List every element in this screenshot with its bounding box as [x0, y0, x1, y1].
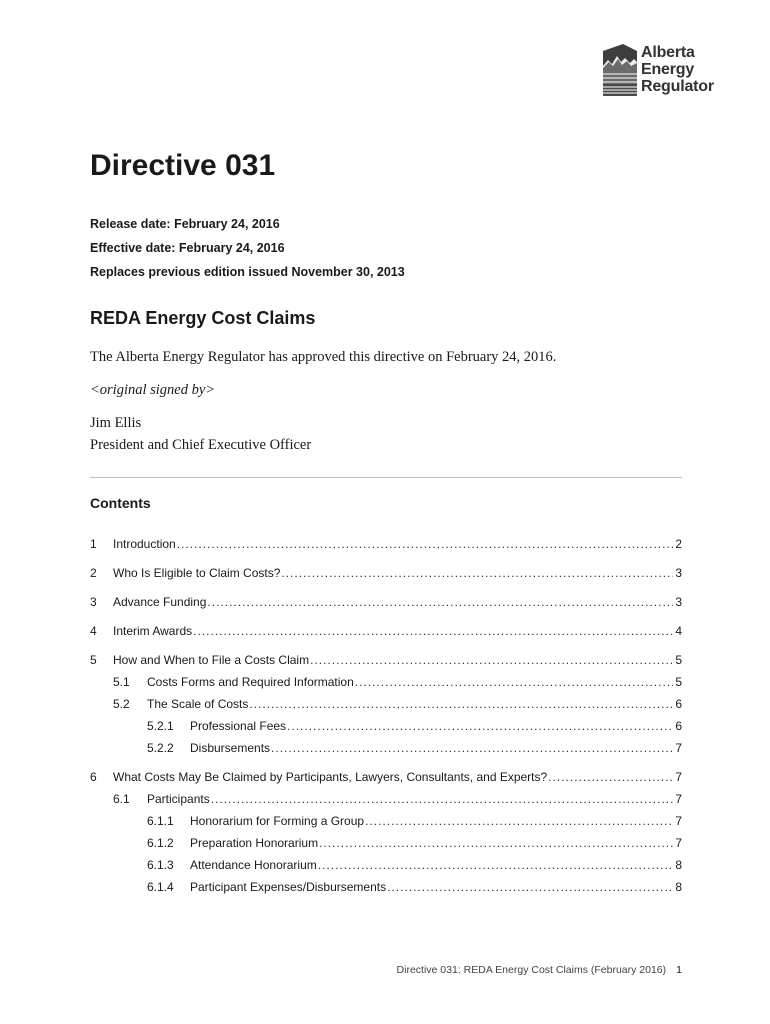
effective-date: Effective date: February 24, 2016: [90, 241, 285, 255]
toc-entry[interactable]: [147, 857, 682, 873]
logo-line-energy: Energy: [641, 61, 695, 78]
toc-label: Introduction: [113, 537, 176, 551]
toc-leader: [271, 740, 673, 756]
toc-number: 2: [90, 566, 97, 580]
toc-page: 7: [675, 792, 682, 806]
aer-mountain-logo-icon: [603, 44, 637, 100]
toc-page: 6: [675, 697, 682, 711]
toc-label: Professional Fees: [190, 719, 287, 733]
signer-name: Jim Ellis: [90, 415, 142, 431]
toc-entry[interactable]: [90, 652, 682, 668]
toc-label: What Costs May Be Claimed by Participants, Lawyers, Consultants, and Experts?: [113, 770, 548, 784]
toc-leader: [365, 813, 673, 829]
toc-number: 6: [90, 770, 97, 784]
toc-label: Preparation Honorarium: [190, 836, 319, 850]
toc-page: 4: [675, 624, 682, 638]
document-metadata: [90, 216, 405, 288]
toc-leader: [318, 857, 673, 873]
toc-entry[interactable]: [113, 791, 682, 807]
toc-label: Advance Funding: [113, 595, 207, 609]
toc-number: 5.2.2: [147, 741, 174, 755]
toc-page: 5: [675, 675, 682, 689]
logo-line-regulator: Regulator: [641, 78, 714, 95]
toc-leader: [355, 674, 673, 690]
toc-number: 6.1.3: [147, 858, 174, 872]
logo-line-alberta: Alberta: [641, 44, 695, 61]
toc-number: 6.1.1: [147, 814, 174, 828]
toc-leader: [211, 791, 673, 807]
toc-page: 6: [675, 719, 682, 733]
aer-logo: [603, 44, 714, 100]
toc-leader: [319, 835, 673, 851]
page-footer: [396, 964, 682, 976]
document-title: Directive 031: [90, 149, 276, 182]
toc-page: 3: [675, 566, 682, 580]
footer-text: Directive 031: REDA Energy Cost Claims (February 2016): [396, 964, 667, 976]
toc-label: Attendance Honorarium: [190, 858, 317, 872]
toc-label: Interim Awards: [113, 624, 193, 638]
toc-page: 7: [675, 770, 682, 784]
footer-page-number: 1: [676, 964, 682, 976]
toc-number: 3: [90, 595, 97, 609]
toc-page: 3: [675, 595, 682, 609]
toc-number: 5.2: [113, 697, 130, 711]
toc-label: Participants: [147, 792, 210, 806]
toc-entry[interactable]: [113, 696, 682, 712]
toc-page: 7: [675, 741, 682, 755]
replaces-edition: Replaces previous edition issued November 30, 2013: [90, 265, 405, 279]
release-date: Release date: February 24, 2016: [90, 217, 280, 231]
toc-leader: [310, 652, 673, 668]
toc-number: 4: [90, 624, 97, 638]
toc-label: How and When to File a Costs Claim: [113, 653, 310, 667]
toc-entry[interactable]: [147, 835, 682, 851]
toc-entry[interactable]: [90, 594, 682, 610]
toc-label: Costs Forms and Required Information: [147, 675, 354, 689]
toc-leader: [281, 565, 673, 581]
toc-number: 1: [90, 537, 97, 551]
contents-heading: Contents: [90, 495, 151, 511]
toc-label: Participant Expenses/Disbursements: [190, 880, 387, 894]
toc-number: 5: [90, 653, 97, 667]
toc-label: Honorarium for Forming a Group: [190, 814, 365, 828]
toc-number: 5.2.1: [147, 719, 174, 733]
toc-entry[interactable]: [90, 536, 682, 552]
toc-label: Who Is Eligible to Claim Costs?: [113, 566, 281, 580]
toc-number: 6.1.2: [147, 836, 174, 850]
document-subtitle: REDA Energy Cost Claims: [90, 308, 316, 328]
toc-number: 5.1: [113, 675, 130, 689]
toc-leader: [249, 696, 673, 712]
toc-entry[interactable]: [147, 740, 682, 756]
toc-number: 6.1: [113, 792, 130, 806]
toc-page: 7: [675, 836, 682, 850]
toc-entry[interactable]: [147, 718, 682, 734]
toc-leader: [287, 718, 673, 734]
toc-page: 7: [675, 814, 682, 828]
toc-entry[interactable]: [90, 623, 682, 639]
toc-page: 5: [675, 653, 682, 667]
toc-label: The Scale of Costs: [147, 697, 249, 711]
toc-entry[interactable]: [147, 813, 682, 829]
toc-leader: [193, 623, 673, 639]
signer-block: [90, 414, 311, 458]
toc-label: Disbursements: [190, 741, 271, 755]
toc-leader: [207, 594, 673, 610]
toc-leader: [548, 769, 673, 785]
approval-statement: The Alberta Energy Regulator has approved this directive on February 24, 2016.: [90, 349, 557, 365]
toc-page: 8: [675, 880, 682, 894]
toc-leader: [387, 879, 673, 895]
aer-logo-text: [641, 44, 714, 95]
toc-page: 2: [675, 537, 682, 551]
signature-note: <original signed by>: [90, 382, 216, 398]
toc-entry[interactable]: [113, 674, 682, 690]
toc-entry[interactable]: [147, 879, 682, 895]
section-divider: [90, 477, 682, 478]
toc-entry[interactable]: [90, 769, 682, 785]
signer-role: President and Chief Executive Officer: [90, 437, 312, 453]
toc-leader: [177, 536, 673, 552]
toc-page: 8: [675, 858, 682, 872]
toc-entry[interactable]: [90, 565, 682, 581]
toc-number: 6.1.4: [147, 880, 174, 894]
